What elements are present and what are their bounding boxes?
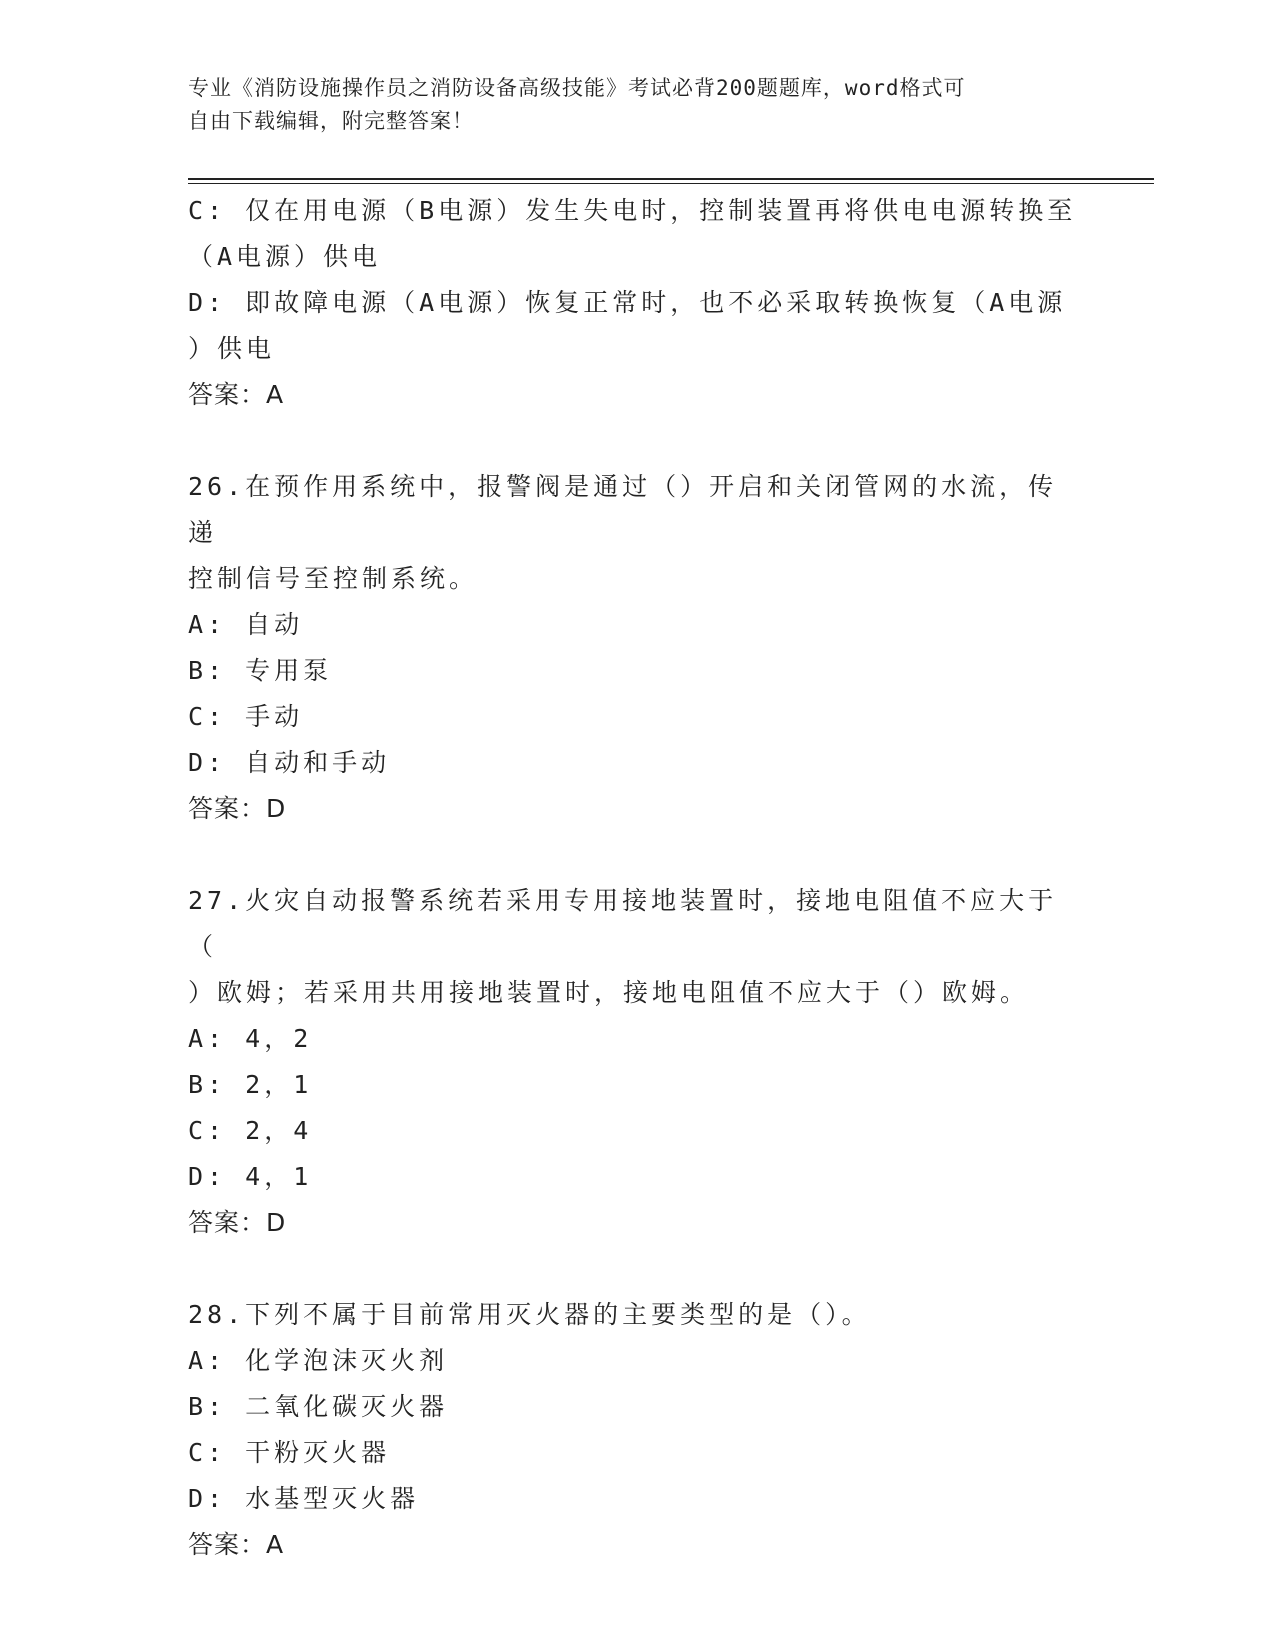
option-a: A: 自动 <box>188 610 304 639</box>
question-stem: 26.在预作用系统中，报警阀是通过（）开启和关闭管网的水流，传递 <box>188 472 1058 547</box>
answer-label: 答案：A <box>188 380 285 409</box>
option-c: C: 干粉灭火器 <box>188 1438 391 1467</box>
option-b: B: 二氧化碳灭火器 <box>188 1392 449 1421</box>
option-a: A: 化学泡沫灭火剂 <box>188 1346 449 1375</box>
header-divider-thin <box>188 183 1154 184</box>
option-d: D: 自动和手动 <box>188 748 391 777</box>
option-b: B: 专用泵 <box>188 656 333 685</box>
header-line-1: 专业《消防设施操作员之消防设备高级技能》考试必背200题题库，word格式可 <box>188 76 966 100</box>
question-stem-continued: ）欧姆；若采用共用接地装置时，接地电阻值不应大于（）欧姆。 <box>188 978 1030 1007</box>
question-list <box>188 188 1078 1614</box>
option-a: A: 4，2 <box>188 1024 313 1053</box>
option-d-continued: ）供电 <box>188 334 276 363</box>
document-header <box>188 72 1068 138</box>
question-stem: 27.火灾自动报警系统若采用专用接地装置时，接地电阻值不应大于（ <box>188 886 1058 961</box>
option-d: D: 即故障电源（A电源）恢复正常时，也不必采取转换恢复（A电源 <box>188 288 1067 317</box>
option-c: C: 手动 <box>188 702 304 731</box>
header-divider-thick <box>188 178 1154 180</box>
answer-label: 答案：D <box>188 1208 287 1237</box>
question-28 <box>188 1292 1078 1568</box>
option-c: C: 2，4 <box>188 1116 313 1145</box>
question-stem-continued: 控制信号至控制系统。 <box>188 564 479 593</box>
question-26 <box>188 464 1078 832</box>
option-b: B: 2，1 <box>188 1070 313 1099</box>
option-d: D: 4，1 <box>188 1162 313 1191</box>
header-line-2: 自由下载编辑，附完整答案！ <box>188 109 474 133</box>
answer-label: 答案：A <box>188 1530 285 1559</box>
question-25-tail <box>188 188 1078 418</box>
option-c: C: 仅在用电源（B电源）发生失电时，控制装置再将供电电源转换至 <box>188 196 1077 225</box>
question-stem: 28.下列不属于目前常用灭火器的主要类型的是（）。 <box>188 1300 871 1329</box>
option-c-continued: （A电源）供电 <box>188 242 382 271</box>
question-27 <box>188 878 1078 1246</box>
option-d: D: 水基型灭火器 <box>188 1484 420 1513</box>
answer-label: 答案：D <box>188 794 287 823</box>
